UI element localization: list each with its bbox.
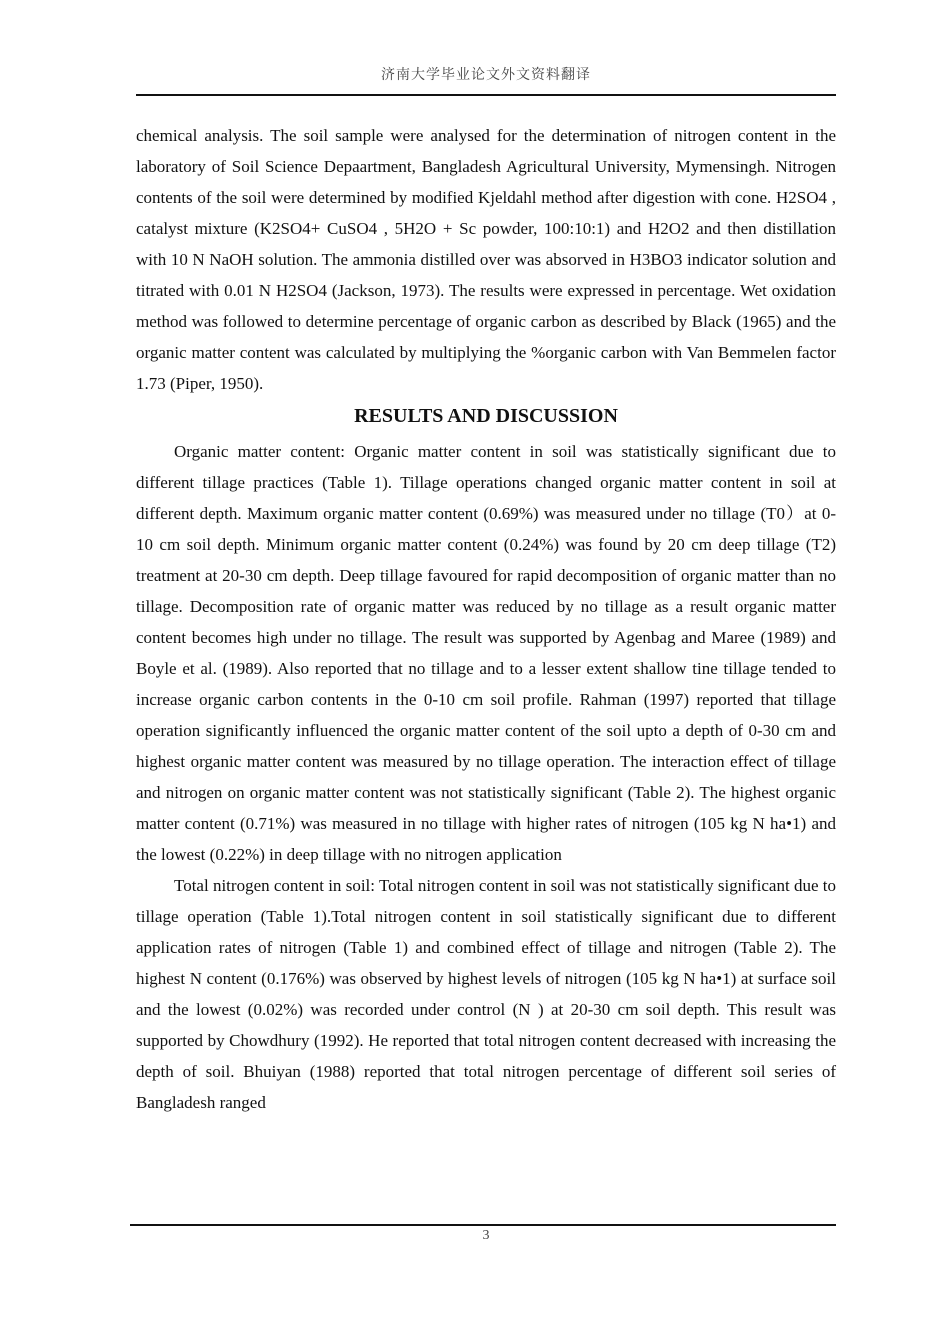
paragraph-total-nitrogen: Total nitrogen content in soil: Total nitrogen content in soil was not statistically significant due to tillage operation (Table 1).Total nitrogen content in soil statistically significant due to different application rates of nitrogen (Table 1) and combined effect of tillage and nitrogen (Table 2). The highest N content (0.176%) was observed by highest levels of nitrogen (105 kg N ha•1) at surface soil and the lowest (0.02%) was recorded under control (N ) at 20-30 cm soil depth. This result was supported by Chowdhury (1992). He reported that total nitrogen content decreased with increasing the depth of soil. Bhuiyan (1988) reported that total nitrogen percentage of different soil series of Bangladesh ranged	[136, 876, 836, 1112]
page-number: 3	[482, 1228, 490, 1243]
paragraph-methods: chemical analysis. The soil sample were analysed for the determination of nitrogen content in the laboratory of Soil Science Depaartment, Bangladesh Agricultural University, Mymensingh. Nitrogen contents of the soil were determined by modified Kjeldahl method after digestion with cone. H2SO4 , catalyst mixture (K2SO4+ CuSO4 , 5H2O + Sc powder, 100:10:1) and H2O2 and then distillation with 10 N NaOH solution. The ammonia distilled over was absorved in H3BO3 indicator solution and titrated with 0.01 N H2SO4 (Jackson, 1973). The results were expressed in percentage. Wet oxidation method was followed to determine percentage of organic carbon as described by Black (1965) and the organic matter content was calculated by multiplying the %organic carbon with Van Bemmelen factor 1.73 (Piper, 1950).	[136, 126, 836, 393]
footer-divider	[130, 1224, 836, 1226]
header-divider	[136, 94, 836, 96]
body-text	[136, 120, 836, 1118]
page-header: 济南大学毕业论文外文资料翻译	[381, 67, 591, 83]
section-heading: RESULTS AND DISCUSSION	[354, 405, 618, 427]
paragraph-organic-matter: Organic matter content: Organic matter content in soil was statistically significant due to different tillage practices (Table 1). Tillage operations changed organic matter content in soil at different depth. Maximum organic matter content (0.69%) was measured under no tillage (T0）at 0-10 cm soil depth. Minimum organic matter content (0.24%) was found by 20 cm deep tillage (T2) treatment at 20-30 cm depth. Deep tillage favoured for rapid decomposition of organic matter than no tillage. Decomposition rate of organic matter was reduced by no tillage as a result organic matter content becomes high under no tillage. The result was supported by Agenbag and Maree (1989) and Boyle et al. (1989). Also reported that no tillage and to a lesser extent shallow tine tillage tended to increase organic carbon contents in the 0-10 cm soil profile. Rahman (1997) reported that tillage operation significantly influenced the organic matter content of the soil upto a depth of 0-30 cm and highest organic matter content was measured by no tillage operation. The interaction effect of tillage and nitrogen on organic matter content was not statistically significant (Table 2). The highest organic matter content (0.71%) was measured in no tillage with higher rates of nitrogen (105 kg N ha•1) and the lowest (0.22%) in deep tillage with no nitrogen application	[136, 442, 836, 864]
